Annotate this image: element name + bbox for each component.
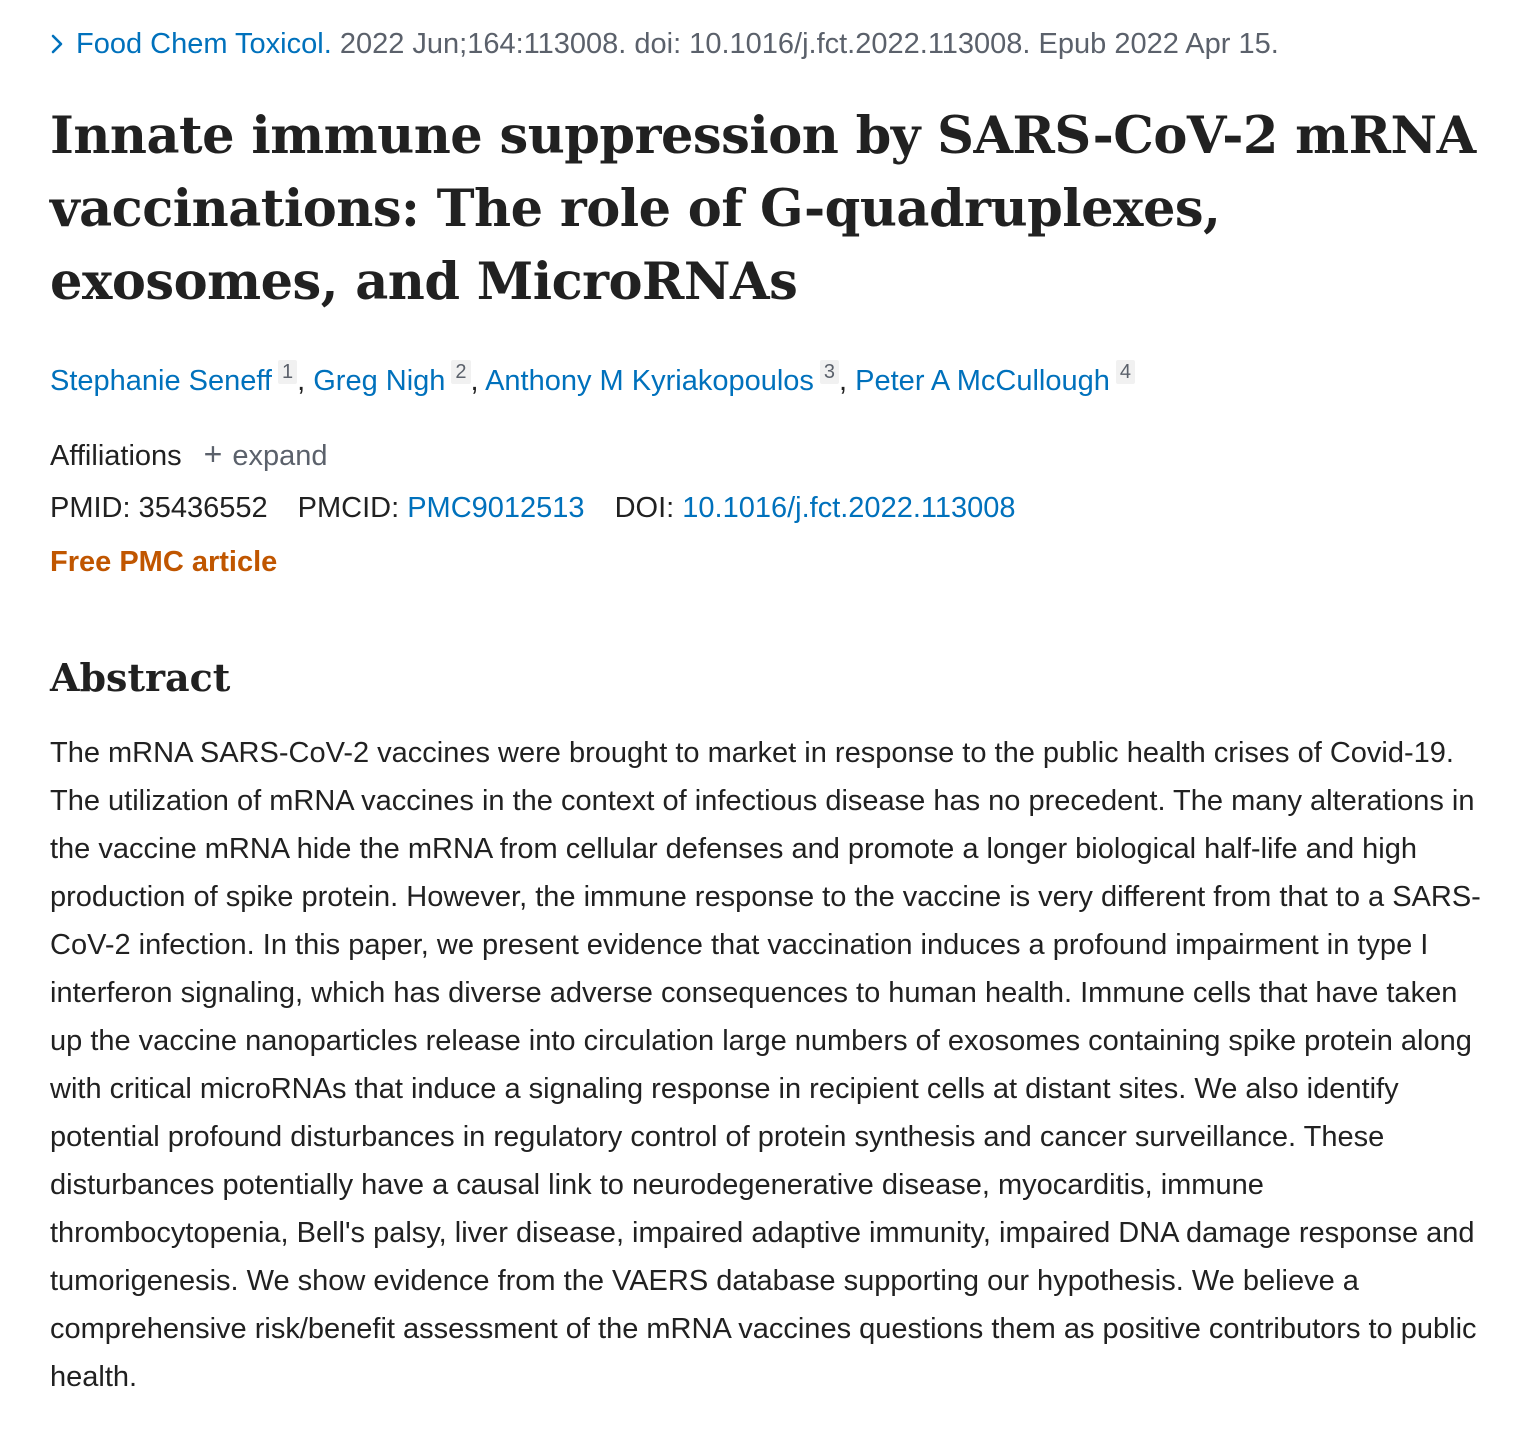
pmid-value: 35436552: [138, 492, 268, 524]
author-link[interactable]: Anthony M Kyriakopoulos: [485, 365, 814, 397]
citation-details: 2022 Jun;164:113008. doi: 10.1016/j.fct.2022.113008. Epub 2022 Apr 15.: [339, 28, 1279, 60]
article-title: Innate immune suppression by SARS-CoV-2 mRNA vaccinations: The role of G-quadruplexes, exosomes, and MicroRNAs: [50, 106, 1476, 312]
abstract-text: The mRNA SARS-CoV-2 vaccines were brought to market in response to the public health crises of Covid-19. The utilization of mRNA vaccines in the context of infectious disease has no precedent. The many alterations in the vaccine mRNA hide the mRNA from cellular defenses and promote a longer biological half-life and high production of spike protein. However, the immune response to the vaccine is very different from that to a SARS-CoV-2 infection. In this paper, we present evidence that vaccination induces a profound impairment in type I interferon signaling, which has diverse adverse consequences to human health. Immune cells that have taken up the vaccine nanoparticles release into circulation large numbers of exosomes containing spike protein along with critical microRNAs that induce a signaling response in recipient cells at distant sites. We also identify potential profound disturbances in regulatory control of protein synthesis and cancer surveillance. These disturbances potentially have a causal link to neurodegenerative disease, myocarditis, immune thrombocytopenia, Bell's palsy, liver disease, impaired adaptive immunity, impaired DNA damage response and tumorigenesis. We show evidence from the VAERS database supporting our hypothesis. We believe a comprehensive risk/benefit assessment of the mRNA vaccines questions them as positive contributors to public health.: [50, 737, 1481, 1393]
journal-link[interactable]: Food Chem Toxicol.: [76, 28, 332, 60]
doi-label: DOI:: [614, 492, 675, 524]
affiliation-number[interactable]: 4: [1116, 360, 1135, 384]
author-separator: ,: [297, 365, 314, 397]
pmid-label: PMID:: [50, 492, 131, 524]
author-link[interactable]: Stephanie Seneff: [50, 365, 272, 397]
pmcid-label: PMCID:: [297, 492, 400, 524]
plus-icon: +: [203, 436, 223, 472]
free-pmc-article-badge[interactable]: Free PMC article: [50, 546, 278, 578]
author-link[interactable]: Greg Nigh: [313, 365, 446, 397]
chevron-right-icon[interactable]: [50, 22, 76, 68]
authors-list: [50, 356, 1484, 406]
affiliation-number[interactable]: 1: [278, 360, 297, 384]
affiliations-expand-button[interactable]: [204, 432, 328, 478]
expand-label: expand: [232, 440, 328, 472]
article-citation: [50, 22, 1484, 68]
abstract-heading: Abstract: [50, 655, 231, 700]
affiliation-number[interactable]: 3: [820, 360, 839, 384]
doi-link[interactable]: 10.1016/j.fct.2022.113008: [682, 492, 1016, 524]
affiliations-label: Affiliations: [50, 440, 182, 472]
article-identifiers: [50, 486, 1016, 530]
pmcid-link[interactable]: PMC9012513: [407, 492, 585, 524]
affiliation-number[interactable]: 2: [451, 360, 470, 384]
author-separator: ,: [839, 365, 856, 397]
author-separator: ,: [470, 365, 486, 397]
affiliations-row: [50, 432, 328, 478]
author-link[interactable]: Peter A McCullough: [855, 365, 1110, 397]
